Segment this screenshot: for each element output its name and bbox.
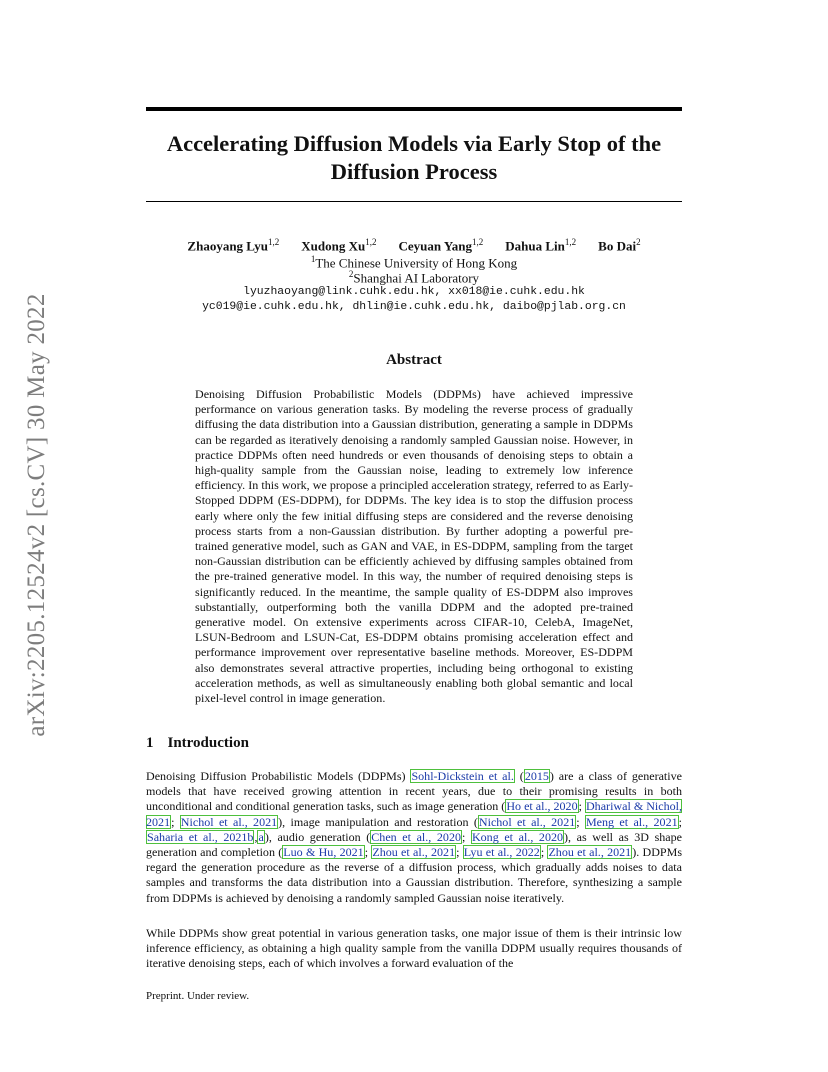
- arxiv-sidebar: [22, 270, 52, 760]
- citation-link[interactable]: Lyu et al., 2022: [463, 845, 540, 860]
- affiliation: $^2$Shanghai AI Laboratory: [348, 269, 480, 286]
- section-number: 1: [146, 735, 154, 751]
- email-line: yc019@ie.cuhk.edu.hk, dhlin@ie.cuhk.edu.hk, daibo@pjlab.org.cn: [202, 301, 626, 313]
- title-top-rule: [146, 107, 682, 111]
- citation-link[interactable]: Luo & Hu, 2021: [283, 845, 364, 860]
- section-title: Introduction: [167, 735, 249, 751]
- title-bottom-rule: [146, 201, 682, 202]
- author: Xudong Xu$^{1,2}$: [301, 237, 377, 254]
- affiliation: $^1$The Chinese University of Hong Kong: [310, 254, 518, 271]
- preprint-note: Preprint. Under review.: [146, 990, 250, 1002]
- email-line: lyuzhaoyang@link.cuhk.edu.hk, xx018@ie.cuhk.edu.hk: [243, 286, 585, 298]
- author: Bo Dai$^2$: [598, 237, 641, 254]
- citation-link[interactable]: Sohl-Dickstein et al.: [411, 769, 514, 783]
- section-heading-introduction: [146, 735, 249, 752]
- citation-link[interactable]: Nichol et al., 2021: [478, 814, 576, 829]
- citation-link[interactable]: 2015: [524, 769, 549, 783]
- citation-link[interactable]: Meng et al., 2021: [585, 814, 678, 829]
- arxiv-identifier: arXiv:2205.12524v2 [cs.CV] 30 May 2022: [23, 293, 50, 737]
- citation-link[interactable]: Zhou et al., 2021: [548, 845, 632, 860]
- citation-link[interactable]: Ho et al., 2020: [506, 799, 578, 814]
- author-list: [146, 237, 682, 254]
- citation-link[interactable]: Zhou et al., 2021: [372, 845, 456, 860]
- citation-link[interactable]: Kong et al., 2020: [471, 829, 564, 844]
- author: Ceyuan Yang$^{1,2}$: [398, 237, 484, 254]
- citation-link[interactable]: Nichol et al., 2021: [180, 814, 278, 829]
- citation-link[interactable]: Chen et al., 2020: [371, 829, 461, 844]
- abstract-body: Denoising Diffusion Probabilistic Models (DDPMs) have achieved impressive performance on various generation tasks. By modeling the reverse process of gradually diffusing the data distribution into a Gaussian distribution, generating a sample in DDPMs can be regarded as iteratively denoising a randomly sampled Gaussian noise. However, in practice DDPMs often need hundreds or even thousands of denoising steps to obtain a high-quality sample from the Gaussian noise, leading to extremely low inference efficiency. In this work, we propose a principled acceleration strategy, referred to as Early-Stopped DDPM (ES-DDPM), for DDPMs. The key idea is to stop the diffusion process early where only the few initial diffusing steps are considered and the reverse denoising process starts from a non-Gaussian distribution. By further adopting a powerful pre-trained generative model, such as GAN and VAE, in ES-DDPM, sampling from the target non-Gaussian distribution can be efficiently achieved by diffusing samples obtained from the pre-trained generative model. In this way, the number of required denoising steps is significantly reduced. In the meantime, the sample quality of ES-DDPM also improves substantially, outperforming both the vanilla DDPM and the adopted pre-trained generative model. On extensive experiments across CIFAR-10, CelebA, ImageNet, LSUN-Bedroom and LSUN-Cat, ES-DDPM obtains promising acceleration effect and performance improvement over representative baseline methods. Moreover, ES-DDPM also demonstrates several attractive properties, including being orthogonal to existing acceleration methods, as well as simultaneously enabling both global semantic and local pixel-level control in image generation.: [195, 387, 633, 706]
- intro-paragraph-2: While DDPMs show great potential in various generation tasks, one major issue of them is their intrinsic low inference efficiency, as obtaining a high quality sample from the vanilla DDPM usually requires thousands of iterative denoising steps, each of which involves a forward evaluation of the: [146, 926, 682, 971]
- author: Zhaoyang Lyu$^{1,2}$: [187, 237, 280, 254]
- citation-link[interactable]: a: [258, 829, 264, 844]
- author: Dahua Lin$^{1,2}$: [505, 237, 577, 254]
- intro-paragraph-1: Denoising Diffusion Probabilistic Models (DDPMs) Sohl-Dickstein et al. (2015) are a class of generative models that have received growing attention in recent years, due to their promising results in both unconditional and conditional generation tasks, such as image generation (Ho et al., 2020; Dhariwal & Nichol, 2021; Nichol et al., 2021), image manipulation and restoration (Nichol et al., 2021; Meng et al., 2021; Saharia et al., 2021b,a), audio generation (Chen et al., 2020; Kong et al., 2020), as well as 3D shape generation and completion (Luo & Hu, 2021; Zhou et al., 2021; Lyu et al., 2022; Zhou et al., 2021). DDPMs regard the generation procedure as the reverse of a diffusion process, which gradually adds noises to data samples and transforms the data distribution into a Gaussian distribution. Therefore, synthesizing a sample from DDPMs is achieved by denoising a randomly sampled Gaussian noise iteratively.: [146, 769, 683, 905]
- citation-link[interactable]: Saharia et al., 2021b: [147, 829, 254, 844]
- citation-link[interactable]: Dhariwal & Nichol, 2021: [146, 799, 683, 829]
- abstract-heading: Abstract: [386, 352, 442, 368]
- paper-title: Accelerating Diffusion Models via Early Stop of the Diffusion Process: [166, 131, 662, 184]
